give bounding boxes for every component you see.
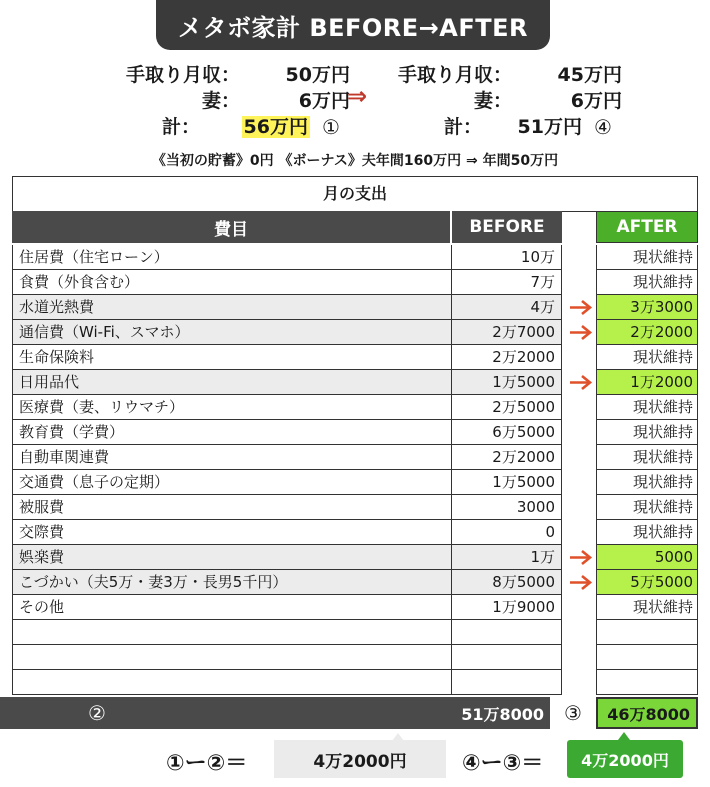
cell-before xyxy=(452,620,562,645)
income-row-total xyxy=(100,114,350,140)
arrow-right-icon xyxy=(568,370,594,395)
income-label: 計： xyxy=(443,116,482,138)
arrow-right-icon xyxy=(568,320,594,345)
income-row xyxy=(100,62,350,88)
table-row xyxy=(12,470,698,495)
cell-after: 現状維持 xyxy=(596,395,698,420)
cell-after: 現状維持 xyxy=(596,520,698,545)
total-after-value: 46万8000 xyxy=(596,697,698,729)
formula-2: ④ー③＝ xyxy=(462,751,544,776)
table-row xyxy=(12,245,698,270)
cell-before: 2万2000 xyxy=(452,345,562,370)
marker-2: ② xyxy=(88,701,106,725)
table-row xyxy=(12,570,698,595)
income-label: 手取り月収： xyxy=(125,64,240,86)
table-row xyxy=(12,495,698,520)
cell-item: 交通費（息子の定期） xyxy=(12,470,452,495)
result-2: 4万2000円 xyxy=(567,740,683,778)
cell-item: 教育費（学費） xyxy=(12,420,452,445)
cell-item: 生命保険料 xyxy=(12,345,452,370)
marker-4: ④ xyxy=(594,115,612,139)
cell-before: 1万5000 xyxy=(452,370,562,395)
cell-after: 3万3000 xyxy=(596,295,698,320)
marker-1: ① xyxy=(322,115,340,139)
cell-before: 4万 xyxy=(452,295,562,320)
table-row xyxy=(12,295,698,320)
cell-before: 6万5000 xyxy=(452,420,562,445)
table-caption: 月の支出 xyxy=(12,176,698,212)
cell-item: 被服費 xyxy=(12,495,452,520)
cell-item xyxy=(12,620,452,645)
table-row xyxy=(12,545,698,570)
income-label: 妻： xyxy=(201,90,240,112)
total-before-value: 51万8000 xyxy=(461,704,544,724)
cell-before: 10万 xyxy=(452,245,562,270)
cell-after: 現状維持 xyxy=(596,445,698,470)
cell-before: 2万2000 xyxy=(452,445,562,470)
cell-after: 現状維持 xyxy=(596,270,698,295)
cell-item xyxy=(12,670,452,695)
cell-item: 住居費（住宅ローン） xyxy=(12,245,452,270)
income-value: 45万円 xyxy=(557,64,622,86)
marker-3: ③ xyxy=(564,701,582,725)
table-row xyxy=(12,520,698,545)
cell-after xyxy=(596,645,698,670)
cell-item: 食費（外食含む） xyxy=(12,270,452,295)
arrow-right-icon xyxy=(568,295,594,320)
cell-after xyxy=(596,620,698,645)
cell-before xyxy=(452,645,562,670)
arrow-right-icon xyxy=(568,545,594,570)
cell-item: 通信費（Wi-Fi、スマホ） xyxy=(12,320,452,345)
income-row xyxy=(100,88,350,114)
table-row xyxy=(12,270,698,295)
cell-item: 医療費（妻、リウマチ） xyxy=(12,395,452,420)
income-label: 計： xyxy=(161,116,200,138)
cell-after: 現状維持 xyxy=(596,245,698,270)
total-row-before xyxy=(0,697,550,729)
income-label: 妻： xyxy=(473,90,512,112)
cell-before: 1万 xyxy=(452,545,562,570)
title-banner xyxy=(156,0,550,50)
cell-after xyxy=(596,670,698,695)
income-before xyxy=(100,62,350,140)
cell-after: 2万2000 xyxy=(596,320,698,345)
cell-item: 水道光熱費 xyxy=(12,295,452,320)
income-row xyxy=(372,88,622,114)
cell-after: 5000 xyxy=(596,545,698,570)
arrow-right-icon xyxy=(568,570,594,595)
income-value: 6万円 xyxy=(298,90,350,112)
callout-tail xyxy=(618,732,630,740)
cell-after: 現状維持 xyxy=(596,345,698,370)
income-row xyxy=(372,62,622,88)
table-row xyxy=(12,445,698,470)
table-row xyxy=(12,670,698,695)
header-item: 費目 xyxy=(12,211,452,243)
table-row xyxy=(12,320,698,345)
cell-after: 現状維持 xyxy=(596,495,698,520)
cell-item xyxy=(12,645,452,670)
cell-item: その他 xyxy=(12,595,452,620)
cell-before: 2万5000 xyxy=(452,395,562,420)
cell-item: 交際費 xyxy=(12,520,452,545)
income-label: 手取り月収： xyxy=(397,64,512,86)
header-before: BEFORE xyxy=(452,211,562,243)
cell-after: 現状維持 xyxy=(596,470,698,495)
cell-item: こづかい（夫5万・妻3万・長男5千円） xyxy=(12,570,452,595)
cell-before: 8万5000 xyxy=(452,570,562,595)
table-row xyxy=(12,595,698,620)
double-arrow-icon: ⇒ xyxy=(347,82,368,110)
table-row xyxy=(12,420,698,445)
cell-after: 1万2000 xyxy=(596,370,698,395)
formula-1: ①ー②＝ xyxy=(166,751,248,776)
table-body xyxy=(12,245,698,695)
cell-item: 日用品代 xyxy=(12,370,452,395)
result-1: 4万2000円 xyxy=(274,740,446,778)
cell-before: 7万 xyxy=(452,270,562,295)
cell-after: 現状維持 xyxy=(596,420,698,445)
table-row xyxy=(12,370,698,395)
cell-after: 現状維持 xyxy=(596,595,698,620)
table-row xyxy=(12,395,698,420)
cell-before: 0 xyxy=(452,520,562,545)
income-total-highlight: 56万円 xyxy=(243,116,308,138)
cell-before: 3000 xyxy=(452,495,562,520)
income-value: 6万円 xyxy=(570,90,622,112)
income-value: 50万円 xyxy=(285,64,350,86)
table-header xyxy=(12,211,562,243)
income-value: 51万円 xyxy=(517,116,582,138)
income-row-total xyxy=(372,114,622,140)
cell-item: 娯楽費 xyxy=(12,545,452,570)
table-row xyxy=(12,645,698,670)
cell-before: 2万7000 xyxy=(452,320,562,345)
cell-before: 1万9000 xyxy=(452,595,562,620)
cell-before: 1万5000 xyxy=(452,470,562,495)
table-row xyxy=(12,345,698,370)
page-title: メタボ家計 BEFORE→AFTER xyxy=(177,13,529,42)
header-after: AFTER xyxy=(596,211,698,243)
table-row xyxy=(12,620,698,645)
savings-bonus-note: 《当初の貯蓄》0円 《ボーナス》夫年間160万円 ⇒ 年間50万円 xyxy=(151,153,559,169)
cell-before xyxy=(452,670,562,695)
income-after xyxy=(372,62,622,140)
cell-after: 5万5000 xyxy=(596,570,698,595)
cell-item: 自動車関連費 xyxy=(12,445,452,470)
